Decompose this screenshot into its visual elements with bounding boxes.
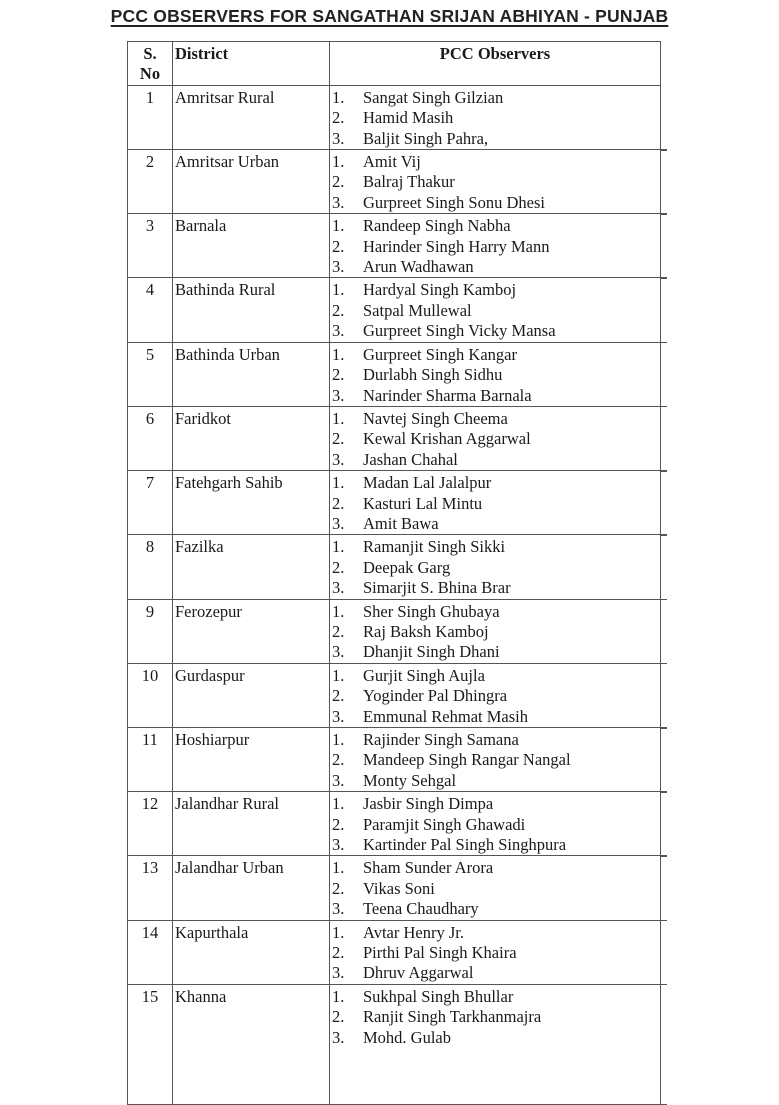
observer-item: Mohd. Gulab xyxy=(363,1027,451,1047)
observer-item: Deepak Garg xyxy=(363,557,451,577)
observer-item: Durlabh Singh Sidhu xyxy=(363,365,503,385)
observer-item: Sukhpal Singh Bhullar xyxy=(363,986,514,1006)
observer-item: Dhruv Aggarwal xyxy=(363,963,474,983)
sno-cell: 8 xyxy=(128,535,173,599)
table-row xyxy=(128,920,661,984)
observer-item: Jasbir Singh Dimpa xyxy=(363,794,494,814)
observers-table xyxy=(127,41,661,1105)
district-cell: Jalandhar Urban xyxy=(173,856,330,920)
observer-item: Pirthi Pal Singh Khaira xyxy=(363,943,517,963)
sno-cell: 9 xyxy=(128,599,173,663)
table-row xyxy=(128,599,661,663)
district-cell: Fatehgarh Sahib xyxy=(173,471,330,535)
observers-cell xyxy=(330,150,661,214)
observer-item: Satpal Mullewal xyxy=(363,300,472,320)
observers-cell xyxy=(330,792,661,856)
observers-cell xyxy=(330,920,661,984)
observer-item: Hardyal Singh Kamboj xyxy=(363,280,517,300)
observer-item: Balraj Thakur xyxy=(363,172,455,192)
page-title: PCC OBSERVERS FOR SANGATHAN SRIJAN ABHIYAN - PUNJAB xyxy=(110,6,669,26)
observers-cell xyxy=(330,471,661,535)
sno-cell: 14 xyxy=(128,920,173,984)
observer-item: Baljit Singh Pahra, xyxy=(363,128,489,148)
observer-item: Gurpreet Singh Vicky Mansa xyxy=(363,321,556,341)
observers-list xyxy=(332,794,658,855)
district-cell: Fazilka xyxy=(173,535,330,599)
observer-item: Gurjit Singh Aujla xyxy=(363,665,485,685)
observers-list xyxy=(332,345,658,406)
observers-cell xyxy=(330,406,661,470)
observers-list xyxy=(332,666,658,727)
observer-item: Dhanjit Singh Dhani xyxy=(363,642,500,662)
header-district: District xyxy=(173,42,330,86)
district-cell: Hoshiarpur xyxy=(173,728,330,792)
district-cell: Barnala xyxy=(173,214,330,278)
table-row xyxy=(128,792,661,856)
observer-item: Sher Singh Ghubaya xyxy=(363,601,500,621)
district-cell: Bathinda Rural xyxy=(173,278,330,342)
header-sno xyxy=(128,42,173,86)
observers-list xyxy=(332,987,658,1048)
table-row xyxy=(128,663,661,727)
observers-cell xyxy=(330,278,661,342)
observer-item: Raj Baksh Kamboj xyxy=(363,621,489,641)
header-sno-line2: No xyxy=(139,64,161,84)
observer-item: Gurpreet Singh Sonu Dhesi xyxy=(363,192,545,212)
observers-cell xyxy=(330,663,661,727)
observer-item: Avtar Henry Jr. xyxy=(363,922,464,942)
table-row xyxy=(128,342,661,406)
header-sno-line1: S. xyxy=(143,44,157,63)
district-cell: Ferozepur xyxy=(173,599,330,663)
observer-item: Arun Wadhawan xyxy=(363,257,474,277)
observer-item: Ramanjit Singh Sikki xyxy=(363,537,506,557)
observer-item: Amit Vij xyxy=(363,152,421,172)
observers-list xyxy=(332,152,658,213)
sno-cell: 4 xyxy=(128,278,173,342)
observer-item: Mandeep Singh Rangar Nangal xyxy=(363,750,571,770)
sno-cell: 7 xyxy=(128,471,173,535)
observers-list xyxy=(332,88,658,149)
observers-list xyxy=(332,280,658,341)
table-row xyxy=(128,214,661,278)
sno-cell: 6 xyxy=(128,406,173,470)
observer-item: Monty Sehgal xyxy=(363,770,457,790)
observer-item: Hamid Masih xyxy=(363,108,454,128)
observers-list xyxy=(332,537,658,598)
district-cell: Amritsar Rural xyxy=(173,85,330,149)
observer-item: Amit Bawa xyxy=(363,513,439,533)
table-row xyxy=(128,984,661,1104)
table-row xyxy=(128,471,661,535)
table-row xyxy=(128,85,661,149)
header-row xyxy=(128,42,661,86)
header-observers: PCC Observers xyxy=(330,42,661,86)
observers-cell xyxy=(330,728,661,792)
observer-item: Sham Sunder Arora xyxy=(363,858,494,878)
observers-list xyxy=(332,216,658,277)
observer-item: Harinder Singh Harry Mann xyxy=(363,236,550,256)
sno-cell: 13 xyxy=(128,856,173,920)
table-row xyxy=(128,150,661,214)
sno-cell: 1 xyxy=(128,85,173,149)
district-cell: Gurdaspur xyxy=(173,663,330,727)
table-row xyxy=(128,535,661,599)
observer-item: Navtej Singh Cheema xyxy=(363,408,508,428)
district-cell: Kapurthala xyxy=(173,920,330,984)
observers-cell xyxy=(330,85,661,149)
sno-cell: 5 xyxy=(128,342,173,406)
observers-cell xyxy=(330,856,661,920)
sno-cell: 11 xyxy=(128,728,173,792)
observers-cell xyxy=(330,599,661,663)
table-row xyxy=(128,278,661,342)
observer-item: Kasturi Lal Mintu xyxy=(363,493,483,513)
observer-item: Gurpreet Singh Kangar xyxy=(363,344,517,364)
observer-item: Randeep Singh Nabha xyxy=(363,216,511,236)
table-header xyxy=(128,42,661,86)
observer-item: Emmunal Rehmat Masih xyxy=(363,706,528,726)
district-cell: Faridkot xyxy=(173,406,330,470)
observers-list xyxy=(332,602,658,663)
sno-cell: 12 xyxy=(128,792,173,856)
observers-list xyxy=(332,730,658,791)
observer-item: Sangat Singh Gilzian xyxy=(363,87,504,107)
observers-cell xyxy=(330,342,661,406)
table-row xyxy=(128,856,661,920)
observers-list xyxy=(332,409,658,470)
observer-item: Narinder Sharma Barnala xyxy=(363,385,532,405)
observer-item: Paramjit Singh Ghawadi xyxy=(363,814,526,834)
table-body xyxy=(128,85,661,1104)
observers-cell xyxy=(330,535,661,599)
observers-list xyxy=(332,858,658,919)
district-cell: Bathinda Urban xyxy=(173,342,330,406)
table-row xyxy=(128,728,661,792)
sno-cell: 10 xyxy=(128,663,173,727)
district-cell: Amritsar Urban xyxy=(173,150,330,214)
observer-item: Madan Lal Jalalpur xyxy=(363,473,492,493)
observer-item: Simarjit S. Bhina Brar xyxy=(363,578,511,598)
observer-item: Jashan Chahal xyxy=(363,449,458,469)
observer-item: Yoginder Pal Dhingra xyxy=(363,686,508,706)
sno-cell: 3 xyxy=(128,214,173,278)
observer-item: Kewal Krishan Aggarwal xyxy=(363,429,531,449)
table-row xyxy=(128,406,661,470)
district-cell: Khanna xyxy=(173,984,330,1104)
observer-item: Ranjit Singh Tarkhanmajra xyxy=(363,1007,542,1027)
observer-item: Teena Chaudhary xyxy=(363,899,479,919)
observer-item: Rajinder Singh Samana xyxy=(363,730,519,749)
sno-cell: 2 xyxy=(128,150,173,214)
observers-cell xyxy=(330,984,661,1104)
observer-item: Kartinder Pal Singh Singhpura xyxy=(363,835,567,855)
observers-cell xyxy=(330,214,661,278)
observer-item: Vikas Soni xyxy=(363,878,435,898)
observers-list xyxy=(332,473,658,534)
sno-cell: 15 xyxy=(128,984,173,1104)
district-cell: Jalandhar Rural xyxy=(173,792,330,856)
observers-list xyxy=(332,923,658,984)
